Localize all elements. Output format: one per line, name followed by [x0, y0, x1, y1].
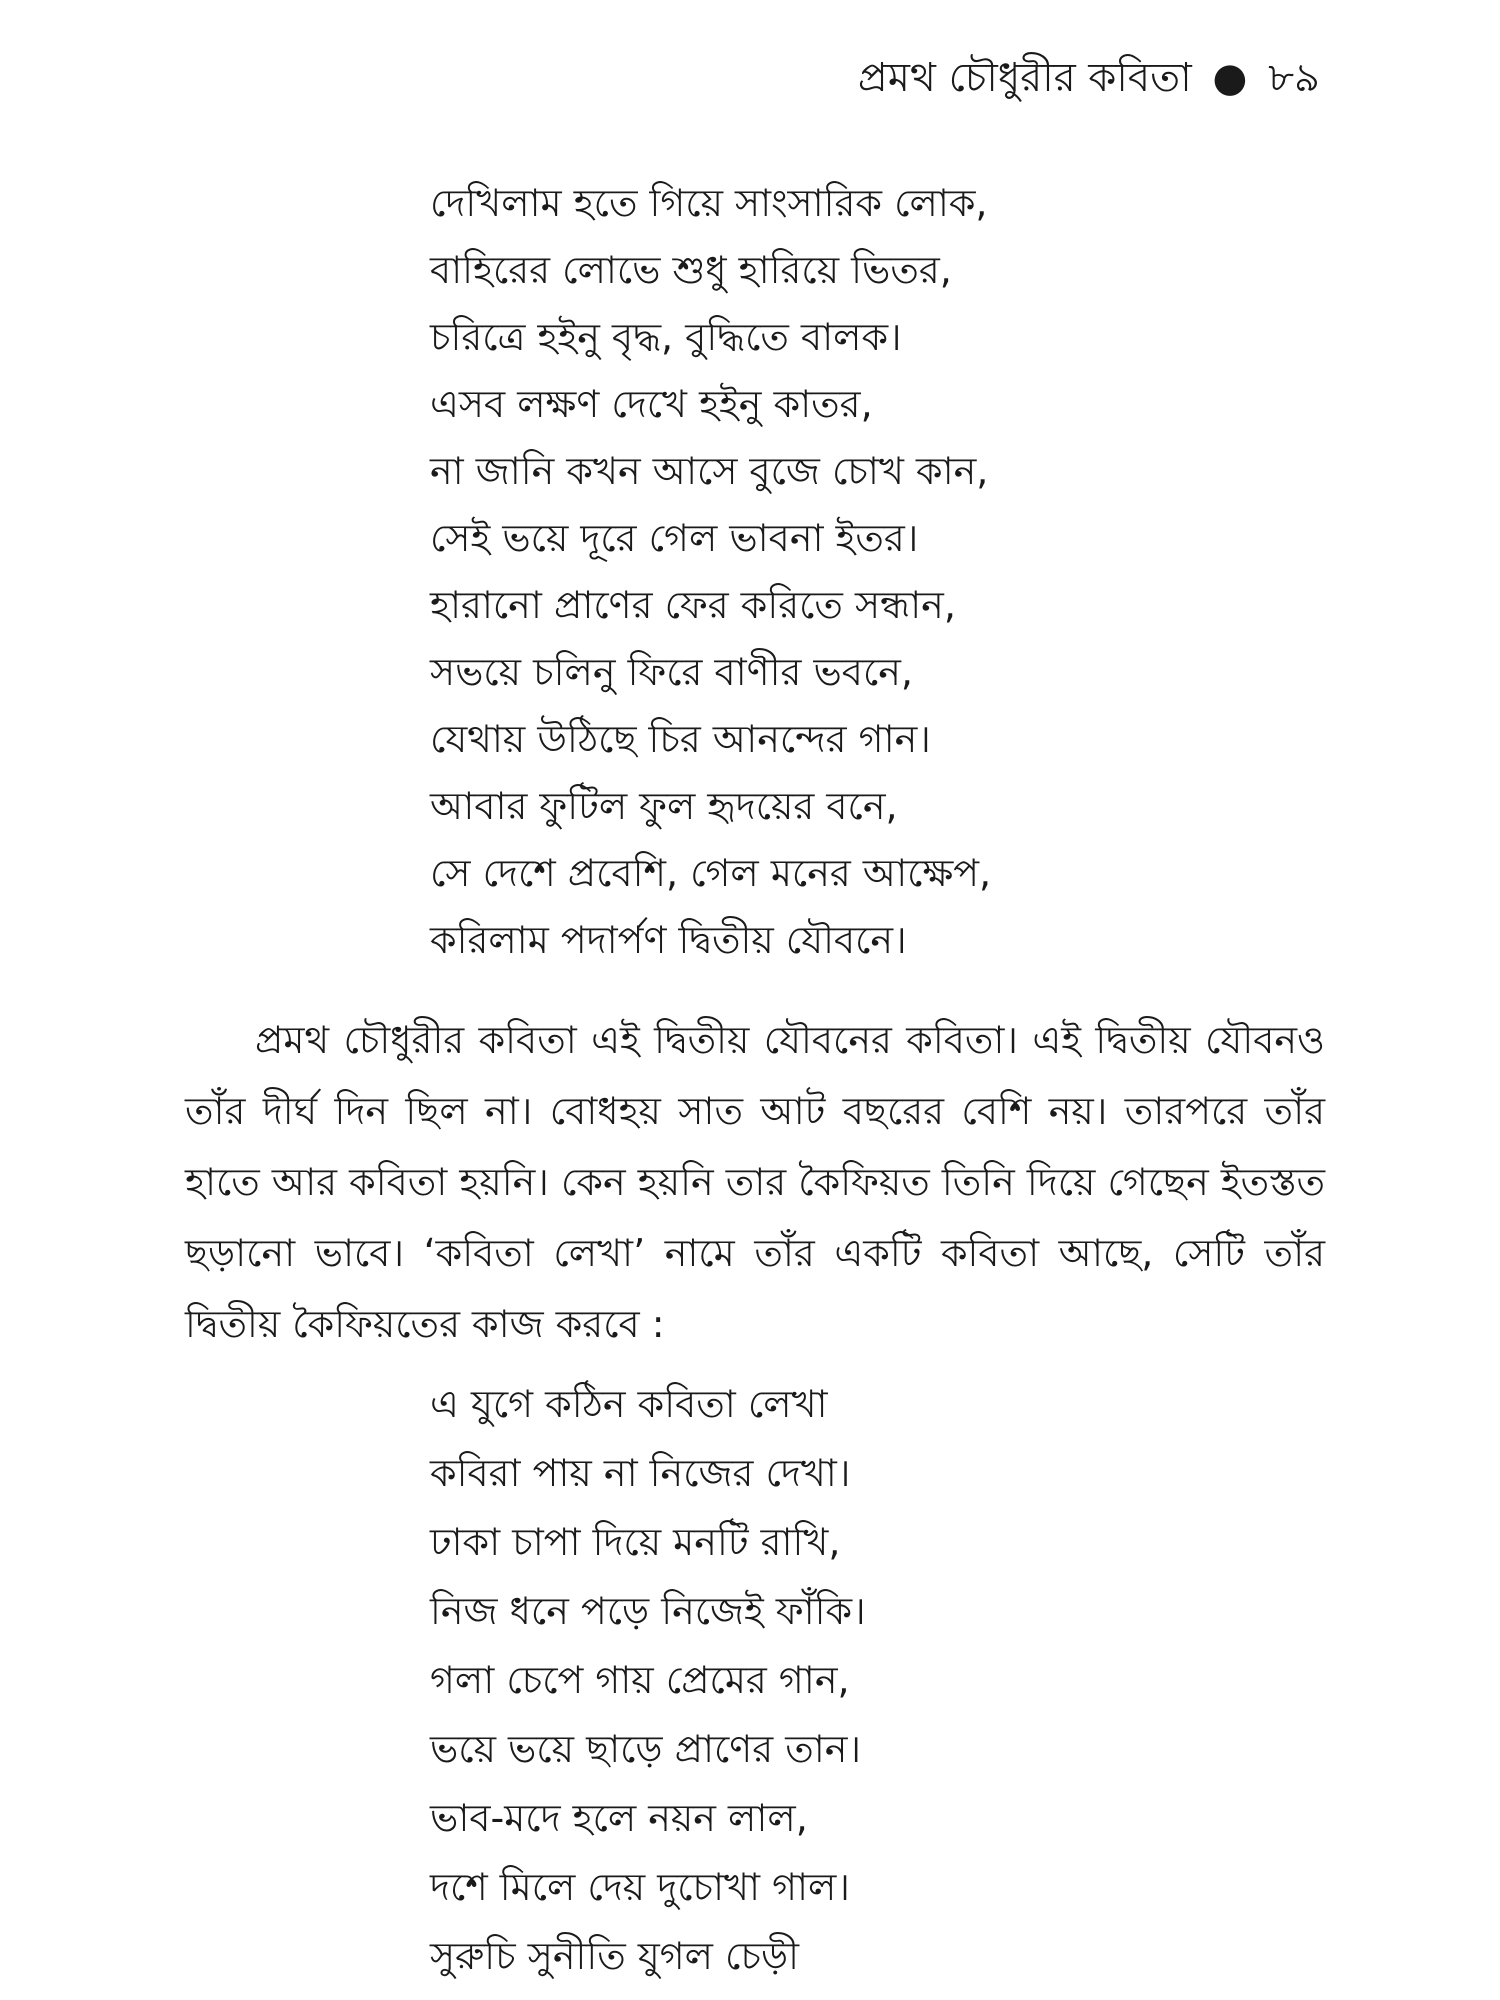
verse-line: সুরুচি সুনীতি যুগল চেড়ী	[430, 1934, 799, 1978]
verse-line: গলা চেপে গায় প্রেমের গান,	[430, 1658, 850, 1702]
verse-line: হারানো প্রাণের ফের করিতে সন্ধান,	[430, 583, 956, 627]
verse-line: নিজ ধনে পড়ে নিজেই ফাঁকি।	[430, 1589, 866, 1633]
verse-line: সেই ভয়ে দূরে গেল ভাবনা ইতর।	[430, 516, 919, 560]
running-header	[858, 50, 1320, 106]
verse-line: করিলাম পদার্পণ দ্বিতীয় যৌবনে।	[430, 918, 907, 962]
prose-paragraph: প্রমথ চৌধুরীর কবিতা এই দ্বিতীয় যৌবনের কবিতা। এই দ্বিতীয় যৌবনও তাঁর দীর্ঘ দিন ছিল না। বোধহয় সাত আট বছরের বেশি নয়। তারপরে তাঁর হাতে আর কবিতা হয়নি। কেন হয়নি তার কৈফিয়ত তিনি দিয়ে গেছেন ইতস্তত ছড়ানো ভাবে। ‘কবিতা লেখা’ নামে তাঁর একটি কবিতা আছে, সেটি তাঁর দ্বিতীয় কৈফিয়তের কাজ করবে :	[185, 1018, 1325, 1346]
verse-line: যেথায় উঠিছে চির আনন্দের গান।	[430, 717, 931, 761]
verse-line: এ যুগে কঠিন কবিতা লেখা	[430, 1382, 828, 1426]
verse-line: চরিত্রে হইনু বৃদ্ধ, বুদ্ধিতে বালক।	[430, 315, 902, 359]
verse-line: সে দেশে প্রবেশি, গেল মনের আক্ষেপ,	[430, 851, 992, 895]
page-number: ৮৯	[1268, 55, 1320, 101]
running-title: প্রমথ চৌধুরীর কবিতা	[857, 55, 1192, 101]
verse-line: দশে মিলে দেয় দুচোখা গাল।	[430, 1865, 850, 1909]
verse-line: আবার ফুটিল ফুল হৃদয়ের বনে,	[430, 784, 898, 828]
verse-block-1	[430, 170, 991, 974]
verse-line: ভয়ে ভয়ে ছাড়ে প্রাণের তান।	[430, 1727, 862, 1771]
verse-line: বাহিরের লোভে শুধু হারিয়ে ভিতর,	[430, 248, 952, 292]
verse-line: ঢাকা চাপা দিয়ে মনটি রাখি,	[430, 1520, 841, 1564]
verse-line: কবিরা পায় না নিজের দেখা।	[430, 1451, 851, 1495]
verse-block-2	[430, 1370, 866, 1991]
verse-line: দেখিলাম হতে গিয়ে সাংসারিক লোক,	[430, 181, 988, 225]
bullet-icon: ●	[1212, 55, 1248, 101]
verse-line: না জানি কখন আসে বুজে চোখ কান,	[430, 449, 989, 493]
verse-line: সভয়ে চলিনু ফিরে বাণীর ভবনে,	[430, 650, 913, 694]
verse-line: ভাব-মদে হলে নয়ন লাল,	[430, 1796, 808, 1840]
verse-line: এসব লক্ষণ দেখে হইনু কাতর,	[430, 382, 873, 426]
